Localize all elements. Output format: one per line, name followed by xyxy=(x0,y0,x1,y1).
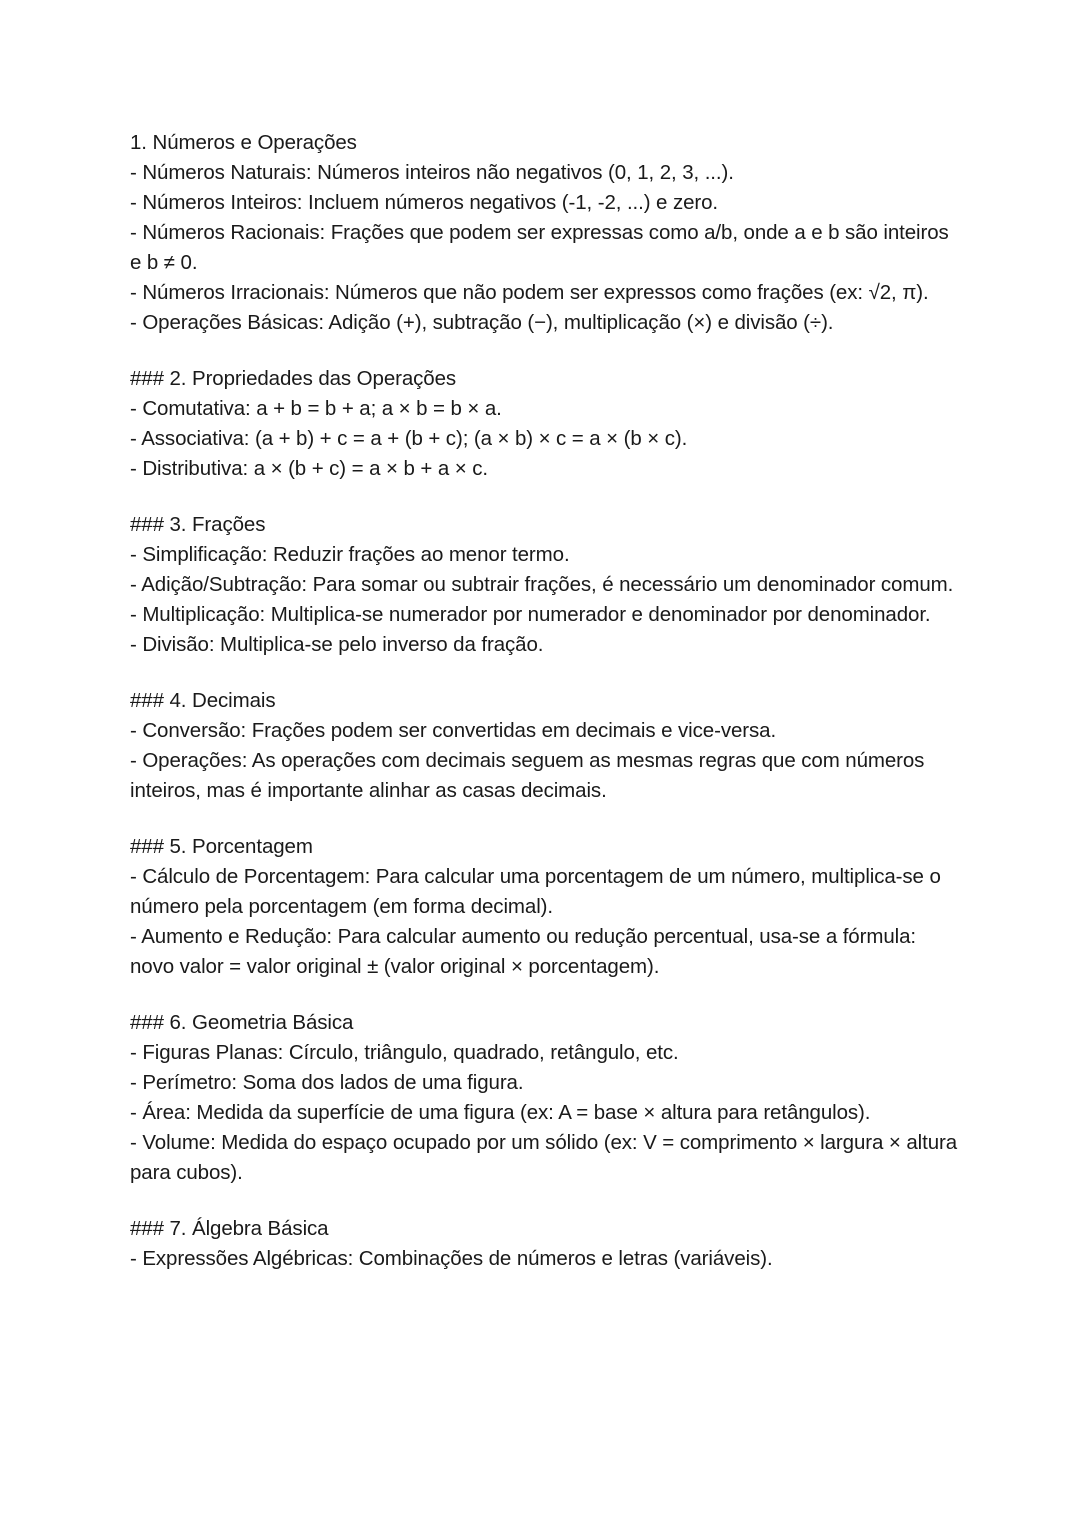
list-item: - Distributiva: a × (b + c) = a × b + a × c. xyxy=(130,457,488,480)
section-propriedades-das-operacoes xyxy=(130,364,960,484)
section-title: ### 6. Geometria Básica xyxy=(130,1011,354,1034)
list-item: - Divisão: Multiplica-se pelo inverso da fração. xyxy=(130,633,544,656)
list-item: - Expressões Algébricas: Combinações de números e letras (variáveis). xyxy=(130,1247,773,1270)
list-item: - Operações Básicas: Adição (+), subtração (−), multiplicação (×) e divisão (÷). xyxy=(130,311,834,334)
section-title: ### 7. Álgebra Básica xyxy=(130,1217,329,1240)
section-geometria-basica xyxy=(130,1008,960,1188)
list-item: - Simplificação: Reduzir frações ao menor termo. xyxy=(130,543,570,566)
section-title: ### 4. Decimais xyxy=(130,689,276,712)
list-item: - Números Irracionais: Números que não podem ser expressos como frações (ex: √2, π). xyxy=(130,281,929,304)
section-title: ### 2. Propriedades das Operações xyxy=(130,367,457,390)
section-title: ### 3. Frações xyxy=(130,513,266,536)
section-title: 1. Números e Operações xyxy=(130,131,357,154)
list-item: - Operações: As operações com decimais seguem as mesmas regras que com números inteiros, mas é importante alinhar as casas decimais. xyxy=(130,749,925,802)
list-item: - Perímetro: Soma dos lados de uma figura. xyxy=(130,1071,524,1094)
section-numeros-e-operacoes xyxy=(130,128,960,338)
section-algebra-basica xyxy=(130,1214,960,1274)
list-item: - Cálculo de Porcentagem: Para calcular uma porcentagem de um número, multiplica-se o número pela porcentagem (em forma decimal). xyxy=(130,865,941,918)
section-fracoes xyxy=(130,510,960,660)
list-item: - Associativa: (a + b) + c = a + (b + c); (a × b) × c = a × (b × c). xyxy=(130,427,688,450)
document-page xyxy=(130,128,960,1300)
list-item: - Conversão: Frações podem ser convertidas em decimais e vice-versa. xyxy=(130,719,777,742)
list-item: - Multiplicação: Multiplica-se numerador por numerador e denominador por denominador. xyxy=(130,603,931,626)
list-item: - Adição/Subtração: Para somar ou subtrair frações, é necessário um denominador comum. xyxy=(130,573,954,596)
section-porcentagem xyxy=(130,832,960,982)
list-item: - Figuras Planas: Círculo, triângulo, quadrado, retângulo, etc. xyxy=(130,1041,679,1064)
list-item: - Volume: Medida do espaço ocupado por um sólido (ex: V = comprimento × largura × altura para cubos). xyxy=(130,1131,958,1184)
list-item: - Números Racionais: Frações que podem ser expressas como a/b, onde a e b são inteiros e b ≠ 0. xyxy=(130,221,949,274)
list-item: - Comutativa: a + b = b + a; a × b = b × a. xyxy=(130,397,502,420)
list-item: - Números Naturais: Números inteiros não negativos (0, 1, 2, 3, ...). xyxy=(130,161,734,184)
section-decimais xyxy=(130,686,960,806)
list-item: - Área: Medida da superfície de uma figura (ex: A = base × altura para retângulos). xyxy=(130,1101,871,1124)
list-item: - Aumento e Redução: Para calcular aumento ou redução percentual, usa-se a fórmula: novo valor = valor original ± (valor original × porcentagem). xyxy=(130,925,916,978)
list-item: - Números Inteiros: Incluem números negativos (-1, -2, ...) e zero. xyxy=(130,191,719,214)
section-title: ### 5. Porcentagem xyxy=(130,835,313,858)
